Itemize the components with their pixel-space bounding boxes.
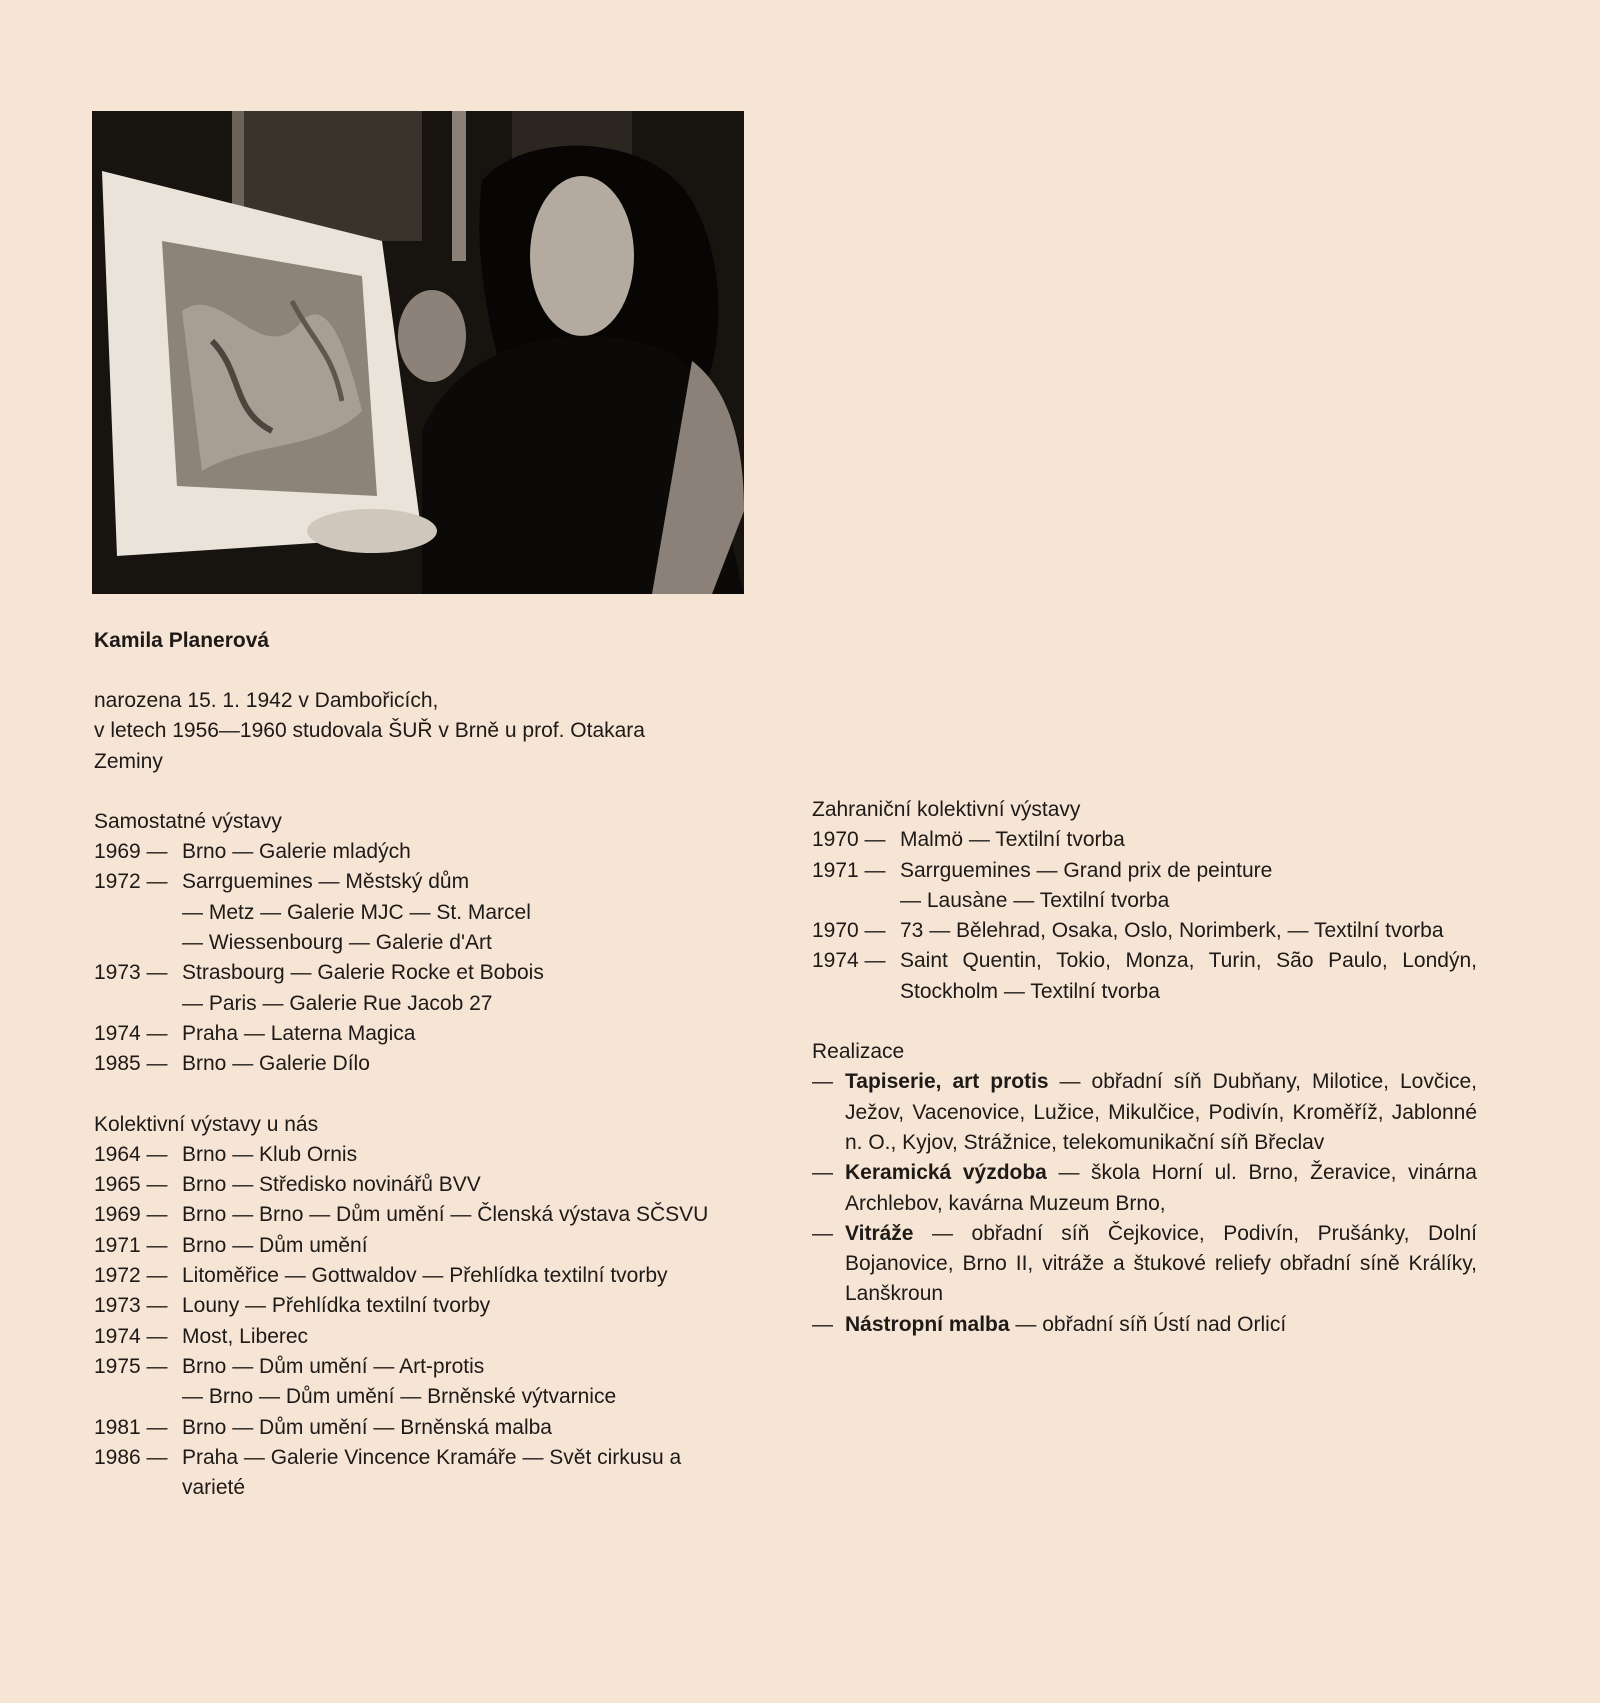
- entry-year: 1974 —: [94, 1324, 168, 1348]
- realization-item: [812, 1158, 1477, 1219]
- dash: —: [812, 1312, 833, 1336]
- entry-year: [94, 989, 182, 1019]
- entry-text: Sarrguemines — Městský dům: [182, 870, 470, 894]
- entry-year: 1985 —: [94, 1052, 168, 1076]
- section-spacer: [812, 1007, 1477, 1037]
- bio-line: v letech 1956—1960 studovala ŠUŘ v Brně u prof. Otakara: [94, 719, 645, 743]
- bio-line: narozena 15. 1. 1942 v Dambořicích,: [94, 689, 439, 712]
- exhibition-entry: [94, 1291, 794, 1321]
- realization-label: Tapiserie, art protis: [845, 1070, 1049, 1094]
- entry-text: Brno — Dům umění — Art-protis: [182, 1354, 485, 1378]
- entry-year: 1973 —: [94, 1294, 168, 1318]
- entry-year: 1974 —: [94, 1021, 168, 1045]
- dash: —: [812, 1161, 833, 1185]
- realization-text: — obřadní síň Čejkovice, Podivín, Prušánky, Dolní Bojanovice, Brno II, vitráže a štukové reliefy obřadní síně Králíky, Lanškroun: [845, 1221, 1477, 1306]
- exhibition-entry: [94, 1382, 794, 1412]
- exhibition-entry: [812, 916, 1477, 946]
- exhibition-entry: [94, 1443, 734, 1504]
- realization-label: Keramická výzdoba: [845, 1161, 1047, 1185]
- entry-year: 1970 —: [812, 919, 886, 943]
- artist-bio: [94, 686, 794, 777]
- entry-year: 1965 —: [94, 1173, 168, 1197]
- exhibition-entry: [94, 1049, 794, 1079]
- exhibition-entry: [94, 1140, 794, 1170]
- exhibition-entry: [812, 946, 1477, 1007]
- solo-exhibitions-title: Samostatné výstavy: [94, 809, 282, 833]
- entry-year: 1969 —: [94, 840, 168, 864]
- entry-year: 1981 —: [94, 1415, 168, 1439]
- artist-name: Kamila Planerová: [94, 629, 270, 652]
- exhibition-entry: [94, 1261, 794, 1291]
- exhibition-entry: [812, 825, 1477, 855]
- entry-text: Malmö — Textilní tvorba: [900, 828, 1125, 852]
- entry-text: Praha — Laterna Magica: [182, 1021, 416, 1045]
- entry-text: Litoměřice — Gottwaldov — Přehlídka textilní tvorby: [182, 1264, 668, 1288]
- exhibition-entry: [94, 837, 794, 867]
- exhibition-entry: [94, 928, 794, 958]
- exhibition-entry: [94, 1231, 794, 1261]
- exhibition-entry: [812, 886, 1477, 916]
- dash: —: [812, 1221, 833, 1245]
- realizations-title: Realizace: [812, 1040, 905, 1064]
- entry-year: [94, 928, 182, 958]
- entry-text: Brno — Dům umění — Brněnská malba: [182, 1415, 552, 1439]
- dash: —: [812, 1070, 833, 1094]
- entry-year: 1975 —: [94, 1354, 168, 1378]
- entry-year: 1973 —: [94, 961, 168, 985]
- left-column: [94, 686, 794, 1503]
- entry-text: Brno — Středisko novinářů BVV: [182, 1173, 481, 1197]
- entry-text: Brno — Dům umění: [182, 1233, 368, 1257]
- entry-text: Praha — Galerie Vincence Kramáře — Svět cirkusu a varieté: [182, 1445, 682, 1500]
- entry-text: Brno — Galerie Dílo: [182, 1052, 370, 1076]
- entry-text: 73 — Bělehrad, Osaka, Oslo, Norimberk, — Textilní tvorba: [900, 919, 1444, 943]
- entry-text: Most, Liberec: [182, 1324, 309, 1348]
- entry-text: — Lausàne — Textilní tvorba: [900, 888, 1170, 912]
- exhibition-entry: [812, 856, 1477, 886]
- realization-item: [812, 1219, 1477, 1310]
- entry-text: — Wiessenbourg — Galerie d'Art: [182, 931, 492, 955]
- entry-text: — Paris — Galerie Rue Jacob 27: [182, 991, 493, 1015]
- artist-photo: [92, 111, 744, 594]
- entry-text: Sarrguemines — Grand prix de peinture: [900, 858, 1273, 882]
- entry-year: 1969 —: [94, 1203, 168, 1227]
- entry-text: Brno — Galerie mladých: [182, 840, 411, 864]
- realization-text: — obřadní síň Dubňany, Milotice, Lovčice, Ježov, Vacenovice, Lužice, Mikulčice, Podivín, Kroměříž, Jablonné n. O., Kyjov, Strážnice, telekomunikační síň Břeclav: [845, 1070, 1477, 1154]
- realization-text: — obřadní síň Ústí nad Orlicí: [1009, 1312, 1287, 1336]
- exhibition-entry: [94, 1322, 794, 1352]
- entry-year: [94, 898, 182, 928]
- realization-label: Vitráže: [845, 1221, 914, 1245]
- realization-item: [812, 1067, 1477, 1158]
- entry-year: 1986 —: [94, 1445, 168, 1469]
- entry-text: Saint Quentin, Tokio, Monza, Turin, São Paulo, Londýn, Stockholm — Textilní tvorba: [900, 949, 1477, 1003]
- exhibition-entry: [94, 898, 794, 928]
- exhibition-entry: [94, 867, 794, 897]
- entry-year: 1970 —: [812, 828, 886, 852]
- entry-year: 1974 —: [812, 949, 886, 973]
- exhibition-entry: [94, 1019, 794, 1049]
- entry-year: 1971 —: [94, 1233, 168, 1257]
- exhibition-entry: [94, 958, 794, 988]
- photo-icon: [92, 111, 744, 594]
- exhibition-entry: [94, 1413, 794, 1443]
- entry-year: 1971 —: [812, 858, 886, 882]
- entry-year: [94, 1382, 182, 1412]
- bio-line: Zeminy: [94, 749, 163, 773]
- entry-year: [812, 886, 900, 916]
- entry-text: Brno — Klub Ornis: [182, 1142, 358, 1166]
- entry-text: Strasbourg — Galerie Rocke et Bobois: [182, 961, 544, 985]
- entry-year: 1964 —: [94, 1142, 168, 1166]
- section-spacer: [94, 1080, 794, 1110]
- exhibition-entry: [94, 1170, 794, 1200]
- group-abroad-title: Zahraniční kolektivní výstavy: [812, 798, 1081, 821]
- exhibition-entry: [94, 989, 794, 1019]
- realization-item: [812, 1310, 1477, 1340]
- group-home-title: Kolektivní výstavy u nás: [94, 1112, 319, 1136]
- realization-label: Nástropní malba: [845, 1312, 1010, 1336]
- exhibition-entry: [94, 1200, 714, 1230]
- entry-text: Brno — Brno — Dům umění — Členská výstava SČSVU: [182, 1203, 709, 1227]
- entry-text: Louny — Přehlídka textilní tvorby: [182, 1294, 491, 1318]
- realization-text: — škola Horní ul. Brno, Žeravice, vinárna Archlebov, kavárna Muzeum Brno,: [845, 1161, 1477, 1215]
- entry-text: — Metz — Galerie MJC — St. Marcel: [182, 900, 531, 924]
- entry-text: — Brno — Dům umění — Brněnské výtvarnice: [182, 1385, 617, 1409]
- entry-year: 1972 —: [94, 870, 168, 894]
- exhibition-entry: [94, 1352, 794, 1382]
- entry-year: 1972 —: [94, 1264, 168, 1288]
- right-column: [812, 795, 1477, 1340]
